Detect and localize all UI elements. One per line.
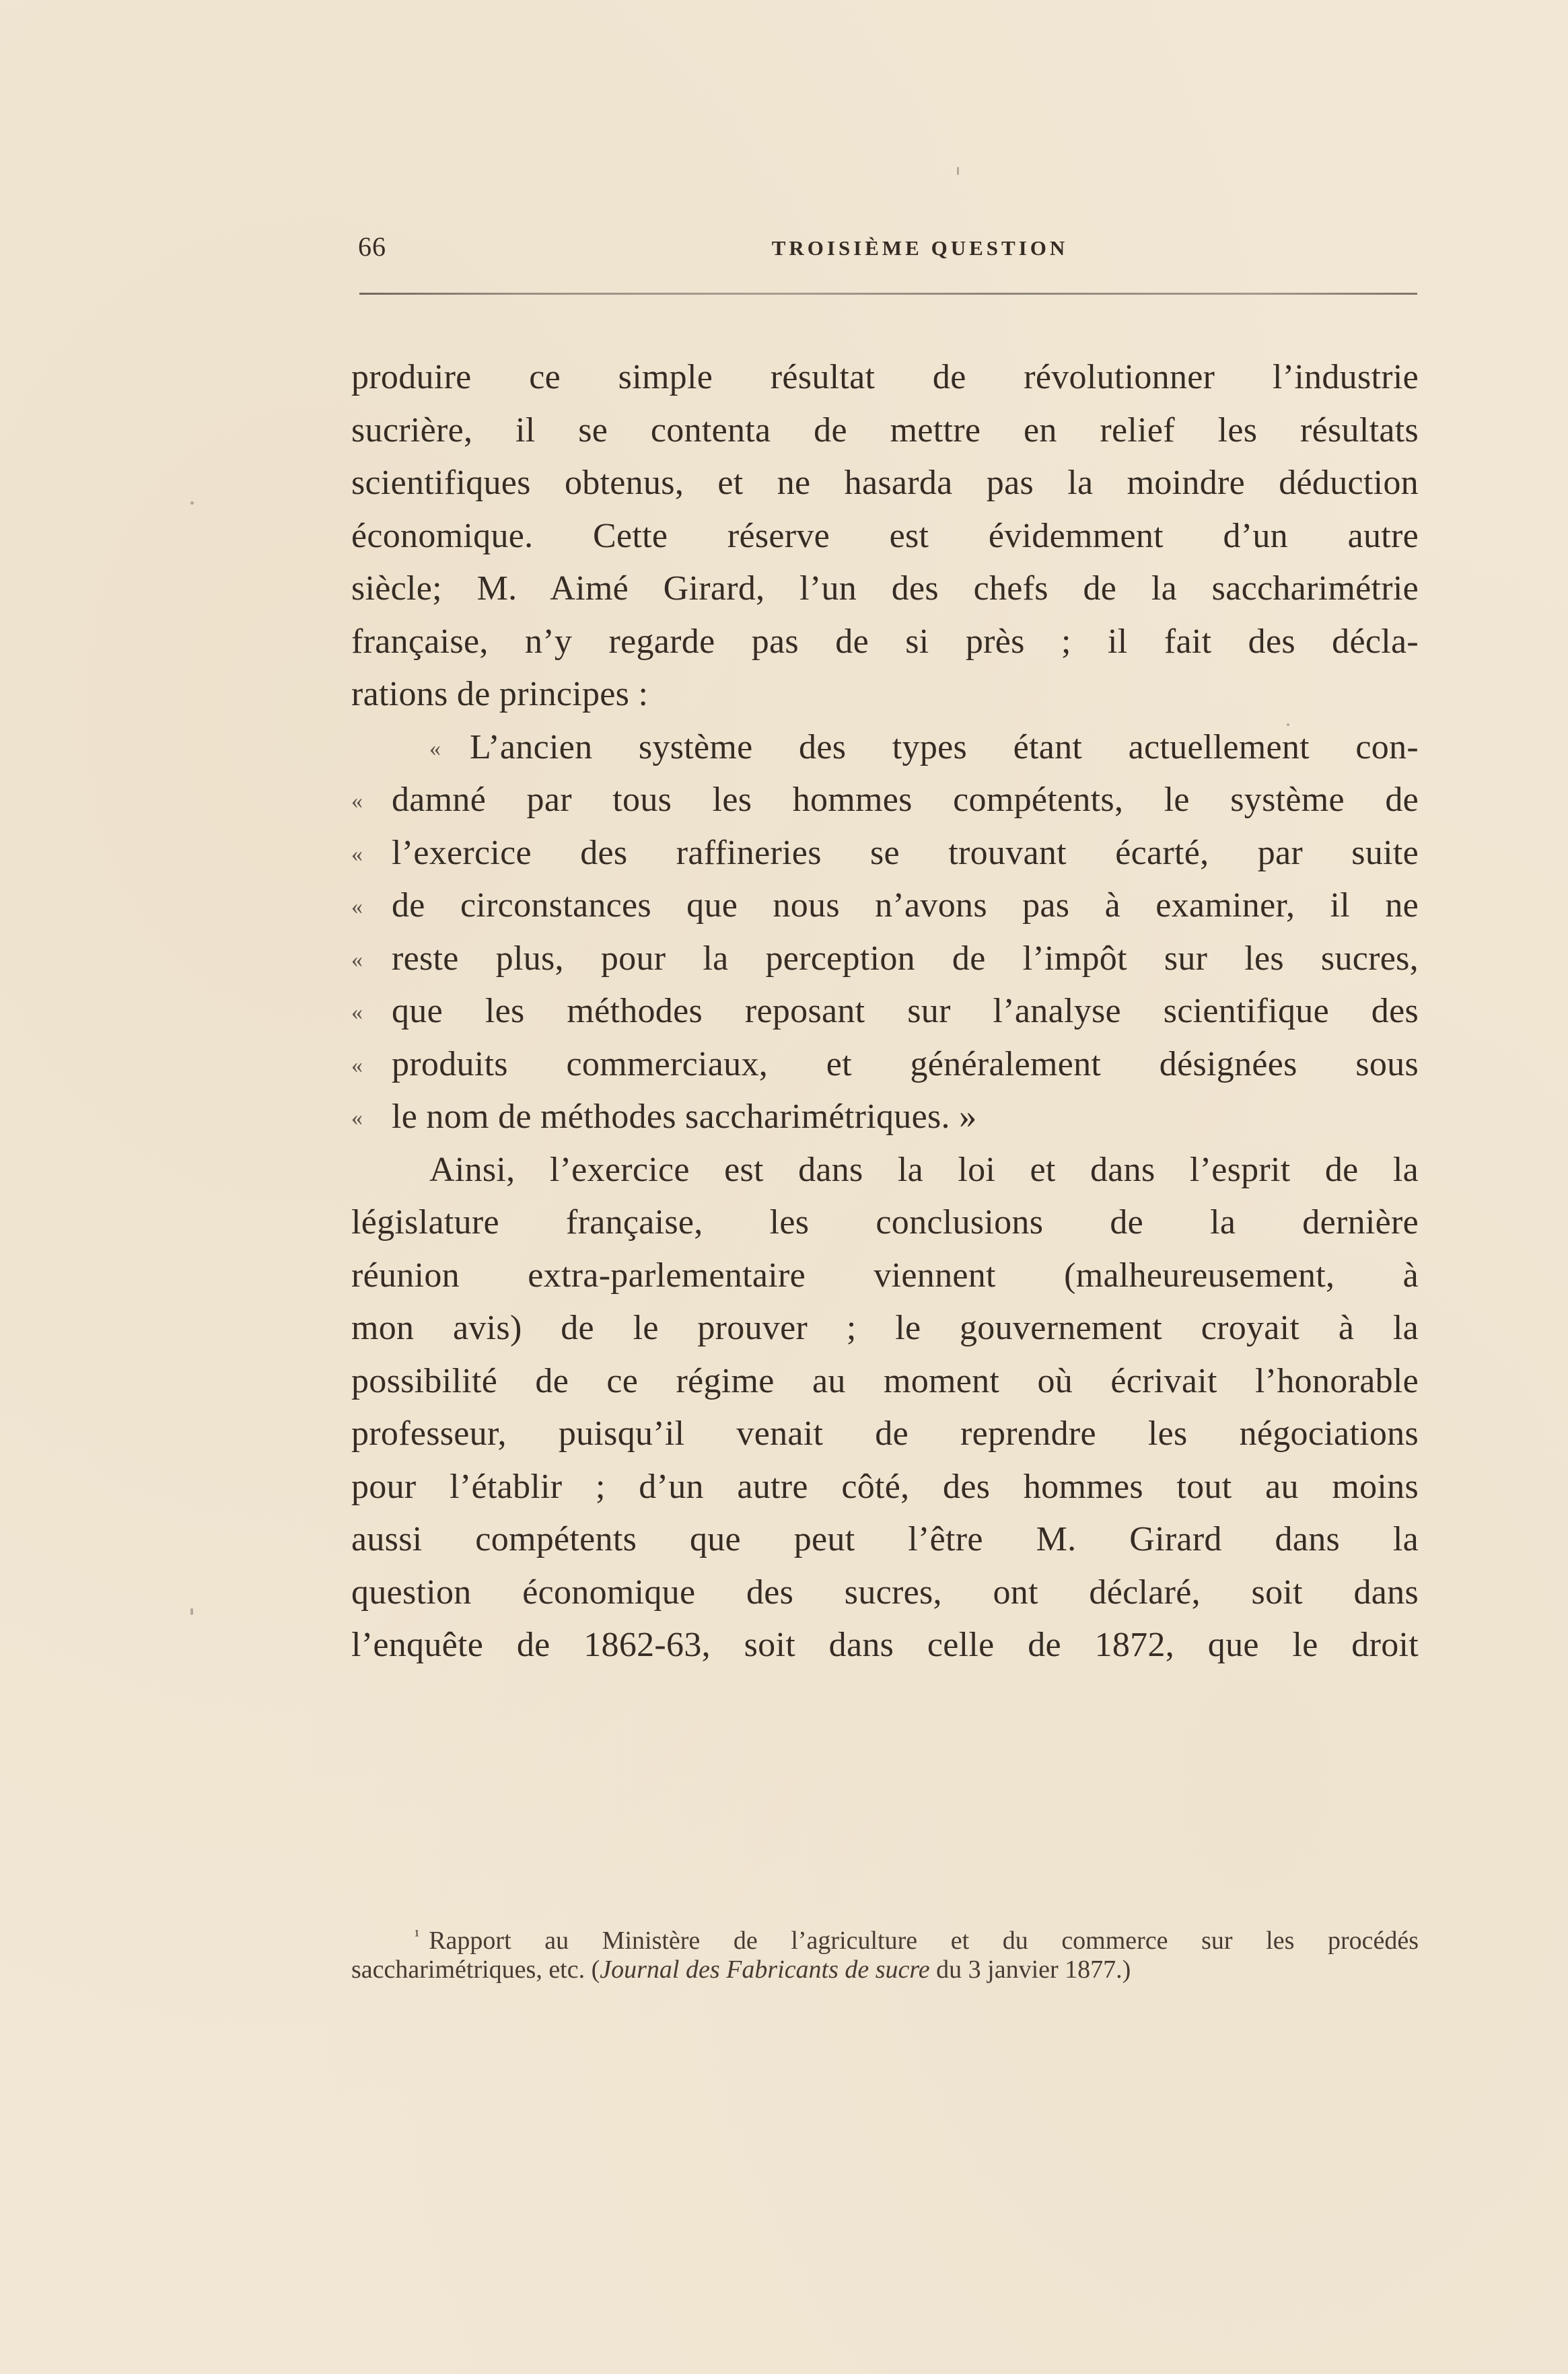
text-line: économique. Cette réserve est évidemment d’un autre [351, 516, 1419, 555]
quote-mark: « [351, 947, 363, 972]
quote-line: « de circonstances que nous n’avons pas à examiner, il ne [351, 879, 1419, 933]
text-line: française, n’y regarde pas de si près ; il fait des décla- [351, 622, 1419, 661]
quote-line: « le nom de méthodes saccharimétriques. » [351, 1091, 1419, 1144]
journal-title: Journal des Fabricants de sucre [600, 1955, 930, 1984]
quote-line: « damné par tous les hommes compétents, le système de [351, 774, 1419, 827]
quote-mark: « [351, 1000, 363, 1025]
quote-mark: « [351, 1106, 363, 1130]
quote-line: « L’ancien système des types étant actuellement con- [351, 721, 1419, 775]
running-head [357, 230, 1419, 264]
quote-mark: « [351, 789, 363, 814]
quote-line: « reste plus, pour la perception de l’impôt sur les sucres, [351, 933, 1419, 986]
text-line: rations de principes : [351, 675, 649, 713]
quote-mark: « [351, 1052, 363, 1078]
paper-speck [1287, 723, 1289, 726]
quote-mark: « [429, 735, 441, 761]
footnote [351, 1919, 1419, 1986]
text-line: produire ce simple résultat de révolutionner l’industrie [351, 358, 1419, 396]
text-line: Ainsi, l’exercice est dans la loi et dans l’esprit de la [429, 1150, 1419, 1189]
footnote-line: $^{^1}$ Rapport au Ministère de l’agriculture et du commerce sur les procédés [415, 1927, 1419, 1955]
running-title: TROISIÈME QUESTION [771, 236, 1069, 260]
quote-line: « produits commerciaux, et généralement désignées sous [351, 1038, 1419, 1091]
header-rule [359, 293, 1417, 295]
text-line: pour l’établir ; d’un autre côté, des hommes tout au moins [351, 1467, 1419, 1506]
block-quote [351, 721, 1419, 1144]
page-number: 66 [358, 231, 386, 262]
quote-line: « que les méthodes reposant sur l’analyse scientifique des [351, 985, 1419, 1038]
text-line: aussi compétents que peut l’être M. Girard dans la [351, 1520, 1419, 1558]
paper-speck [190, 1608, 193, 1615]
body-text [351, 351, 1419, 1672]
text-line: possibilité de ce régime au moment où écrivait l’honorable [351, 1361, 1419, 1400]
paper-speck [957, 167, 959, 175]
footnote-line: saccharimétriques, etc. (Journal des Fabricants de sucre du 3 janvier 1877.) [351, 1955, 1131, 1984]
quote-mark: « [351, 894, 363, 919]
text-line: législature française, les conclusions de la dernière [351, 1203, 1419, 1242]
text-line: sucrière, il se contenta de mettre en relief les résultats [351, 410, 1419, 449]
footnote-marker: ¹ [415, 1927, 420, 1945]
quote-mark: « [351, 841, 363, 867]
text-line: scientifiques obtenus, et ne hasarda pas la moindre déduction [351, 464, 1419, 502]
quote-line: « l’exercice des raffineries se trouvant écarté, par suite [351, 827, 1419, 880]
text-line: siècle; M. Aimé Girard, l’un des chefs de la saccharimétrie [351, 569, 1419, 608]
text-line: réunion extra-parlementaire viennent (malheureusement, à [351, 1256, 1419, 1295]
text-line: l’enquête de 1862-63, soit dans celle de 1872, que le droit [351, 1626, 1419, 1664]
text-line: question économique des sucres, ont déclaré, soit dans [351, 1573, 1419, 1612]
text-line: mon avis) de le prouver ; le gouvernement croyait à la [351, 1309, 1419, 1347]
text-line: professeur, puisqu’il venait de reprendre les négociations [351, 1414, 1419, 1453]
paper-speck [190, 501, 194, 505]
